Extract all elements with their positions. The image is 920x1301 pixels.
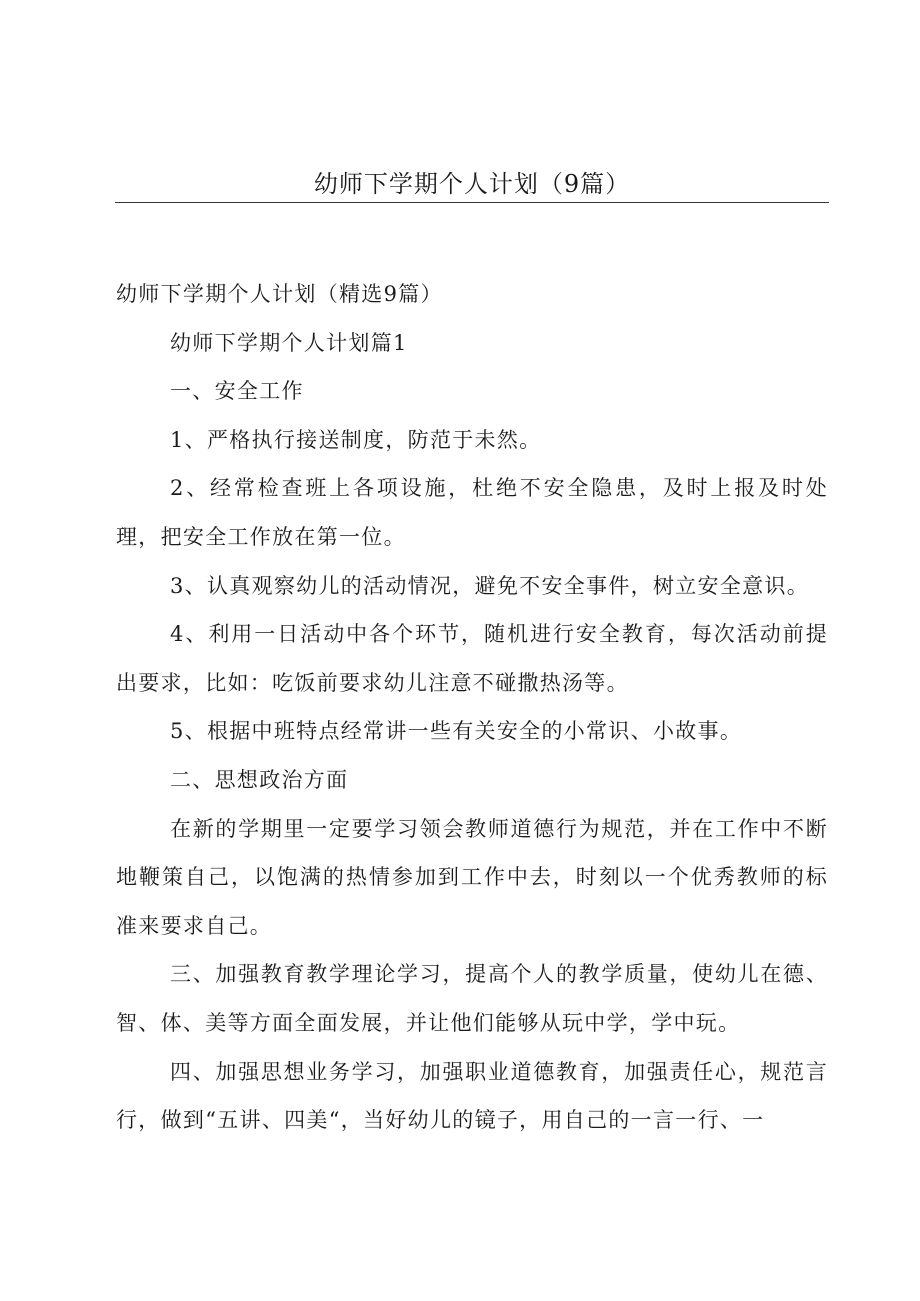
document-title: 幼师下学期个人计划（9篇） bbox=[313, 170, 631, 198]
paragraph: 在新的学期里一定要学习领会教师道德行为规范，并在工作中不断地鞭策自己，以饱满的热情参加到工作中去，时刻以一个优秀教师的标准来要求自己。 bbox=[116, 816, 828, 938]
section-heading: 一、安全工作 bbox=[170, 379, 304, 404]
document-body bbox=[116, 270, 828, 1145]
paragraph: 5、根据中班特点经常讲一些有关安全的小常识、小故事。 bbox=[170, 719, 743, 744]
paragraph: 三、加强教育教学理论学习，提高个人的教学质量，使幼儿在德、智、体、美等方面全面发展，并让他们能够从玩中学，学中玩。 bbox=[116, 962, 828, 1035]
paragraph: 2、经常检查班上各项设施，杜绝不安全隐患，及时上报及时处理，把安全工作放在第一位。 bbox=[116, 476, 828, 549]
title-underline bbox=[115, 202, 829, 203]
section-heading: 二、思想政治方面 bbox=[170, 767, 349, 792]
document-subtitle: 幼师下学期个人计划（精选9篇） bbox=[116, 282, 443, 306]
section-heading: 幼师下学期个人计划篇1 bbox=[170, 330, 408, 355]
paragraph: 4、利用一日活动中各个环节，随机进行安全教育，每次活动前提出要求，比如：吃饭前要求幼儿注意不碰撒热汤等。 bbox=[116, 622, 828, 695]
paragraph: 四、加强思想业务学习，加强职业道德教育，加强责任心，规范言行，做到“五讲、四美“，当好幼儿的镜子，用自己的一言一行、一 bbox=[116, 1059, 828, 1133]
paragraph: 1、严格执行接送制度，防范于未然。 bbox=[170, 427, 542, 452]
paragraph: 3、认真观察幼儿的活动情况，避免不安全事件，树立安全意识。 bbox=[170, 573, 810, 598]
